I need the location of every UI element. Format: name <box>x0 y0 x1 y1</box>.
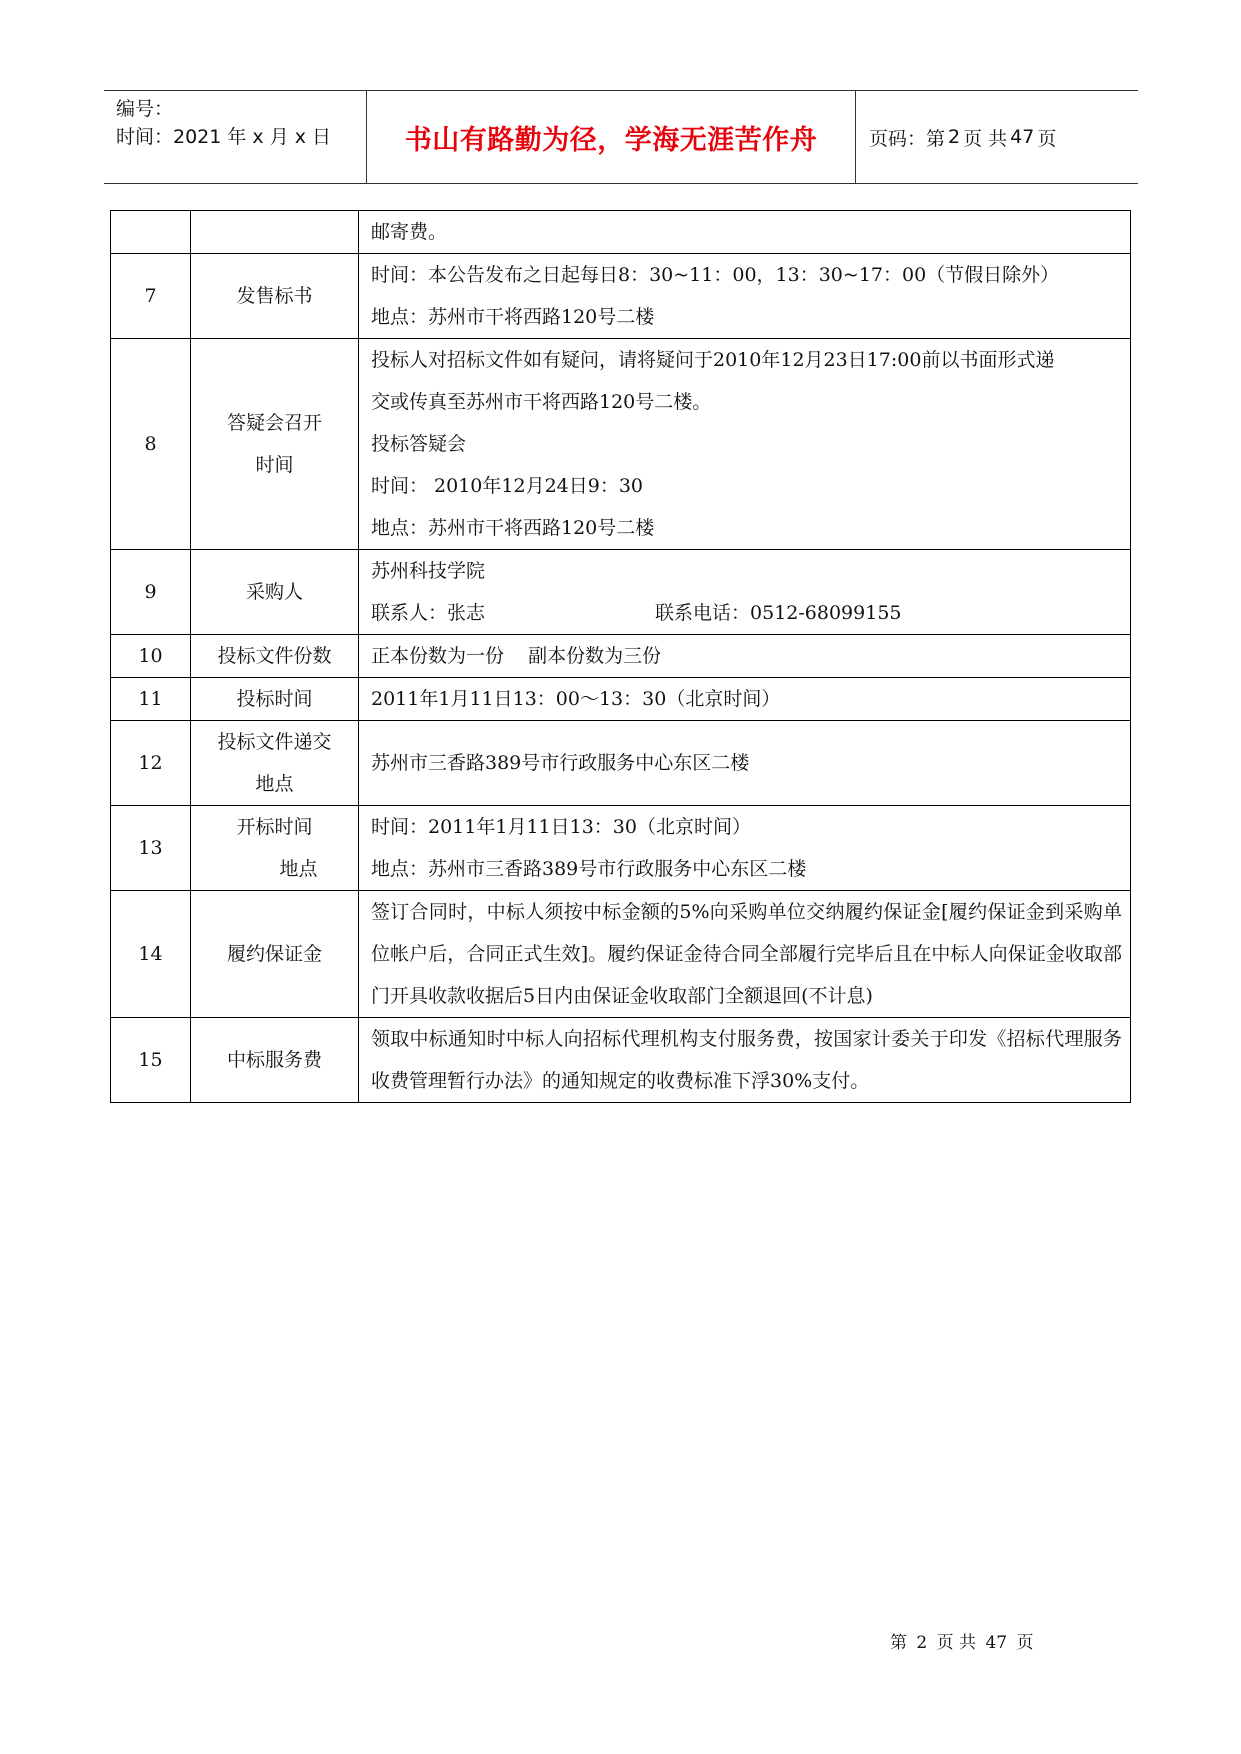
purchaser-contact <box>371 592 1122 634</box>
row-item: 履约保证金 <box>191 891 359 1018</box>
row-desc <box>359 678 1131 721</box>
row-item: 采购人 <box>191 550 359 635</box>
desc-line: 投标答疑会 <box>371 433 467 455</box>
row-desc <box>359 1018 1131 1103</box>
header-page-number <box>869 91 1056 183</box>
desc-paragraph: 签订合同时，中标人须按中标金额的5%向采购单位交纳履约保证金[履约保证金到采购单位帐户后，合同正式生效]。履约保证金待合同全部履行完毕后且在中标人向保证金收取部门开具收款收据后5日内由保证金收取部门全额退回(不计息) <box>371 901 1122 1007</box>
row-desc <box>359 211 1131 254</box>
row-item <box>191 806 359 891</box>
footer-total: 47 <box>985 1633 1008 1653</box>
desc-line: 地点：苏州市干将西路120号二楼 <box>371 517 655 539</box>
row-desc <box>359 721 1131 806</box>
desc-line: 正本份数为一份 副本份数为三份 <box>371 645 662 667</box>
header-motto-box <box>366 91 856 183</box>
desc-line: 地点：苏州市干将西路120号二楼 <box>371 306 655 328</box>
page-total: 47 <box>1010 126 1035 148</box>
item-line: 地点 <box>255 773 294 795</box>
row-desc <box>359 550 1131 635</box>
row-number: 14 <box>111 891 191 1018</box>
row-number: 11 <box>111 678 191 721</box>
row-item <box>191 211 359 254</box>
tender-info-table <box>110 210 1131 1103</box>
footer-suffix: 页 <box>1016 1633 1034 1653</box>
item-line: 地点 <box>279 858 318 880</box>
serial-label: 编号： <box>116 98 174 120</box>
row-desc <box>359 635 1131 678</box>
page-header <box>104 90 1138 184</box>
row-item: 投标时间 <box>191 678 359 721</box>
item-line: 答疑会召开 <box>226 412 322 434</box>
footer-current: 2 <box>916 1633 928 1653</box>
desc-line: 时间：2011年1月11日13：30（北京时间） <box>371 816 751 838</box>
table-row <box>111 721 1131 806</box>
table-row <box>111 211 1131 254</box>
table-row <box>111 806 1131 891</box>
header-meta <box>116 95 366 151</box>
row-item: 发售标书 <box>191 254 359 339</box>
item-line: 时间 <box>255 454 294 476</box>
page-footer <box>890 1628 1038 1653</box>
row-desc <box>359 806 1131 891</box>
desc-paragraph: 领取中标通知时中标人向招标代理机构支付服务费，按国家计委关于印发《招标代理服务收费管理暂行办法》的通知规定的收费标准下浮30%支付。 <box>371 1028 1122 1092</box>
desc-line: 邮寄费。 <box>371 221 448 243</box>
contact-phone: 联系电话：0512-68099155 <box>655 602 902 624</box>
footer-prefix: 第 <box>890 1633 907 1653</box>
row-number: 7 <box>111 254 191 339</box>
table-row <box>111 339 1131 550</box>
desc-line: 地点：苏州市三香路389号市行政服务中心东区二楼 <box>371 858 807 880</box>
row-number: 13 <box>111 806 191 891</box>
row-desc <box>359 254 1131 339</box>
table-row <box>111 678 1131 721</box>
row-number: 15 <box>111 1018 191 1103</box>
row-item <box>191 721 359 806</box>
item-line: 开标时间 <box>236 816 313 838</box>
motto: 书山有路勤为径，学海无涯苦作舟 <box>404 124 818 156</box>
footer-mid: 页 共 <box>936 1633 977 1653</box>
row-item: 中标服务费 <box>191 1018 359 1103</box>
item-line: 投标文件递交 <box>217 731 332 753</box>
table-row <box>111 550 1131 635</box>
contact-person: 联系人：张志 <box>371 602 486 624</box>
purchaser-name: 苏州科技学院 <box>371 560 486 582</box>
row-number: 8 <box>111 339 191 550</box>
desc-line: 苏州市三香路389号市行政服务中心东区二楼 <box>371 752 750 774</box>
desc-line: 交或传真至苏州市干将西路120号二楼。 <box>371 391 712 413</box>
row-item <box>191 339 359 550</box>
desc-line: 投标人对招标文件如有疑问，请将疑问于2010年12月23日17:00前以书面形式递 <box>371 349 1055 371</box>
page-current: 2 <box>948 126 961 148</box>
page-mid: 页 共 <box>963 127 1008 150</box>
table-row <box>111 635 1131 678</box>
row-desc <box>359 891 1131 1018</box>
row-item: 投标文件份数 <box>191 635 359 678</box>
time-label: 时间：2021 年 x 月 x 日 <box>116 126 332 148</box>
row-number <box>111 211 191 254</box>
desc-line: 时间：本公告发布之日起每日8：30~11：00，13：30~17：00（节假日除外） <box>371 264 1060 286</box>
desc-line: 时间： 2010年12月24日9：30 <box>371 475 644 497</box>
page-prefix: 页码：第 <box>869 127 946 150</box>
row-number: 9 <box>111 550 191 635</box>
row-desc <box>359 339 1131 550</box>
row-number: 10 <box>111 635 191 678</box>
table-row <box>111 891 1131 1018</box>
row-number: 12 <box>111 721 191 806</box>
table-row <box>111 254 1131 339</box>
desc-line: 2011年1月11日13：00～13：30（北京时间） <box>371 688 781 710</box>
table-row <box>111 1018 1131 1103</box>
page-suffix: 页 <box>1037 127 1057 150</box>
